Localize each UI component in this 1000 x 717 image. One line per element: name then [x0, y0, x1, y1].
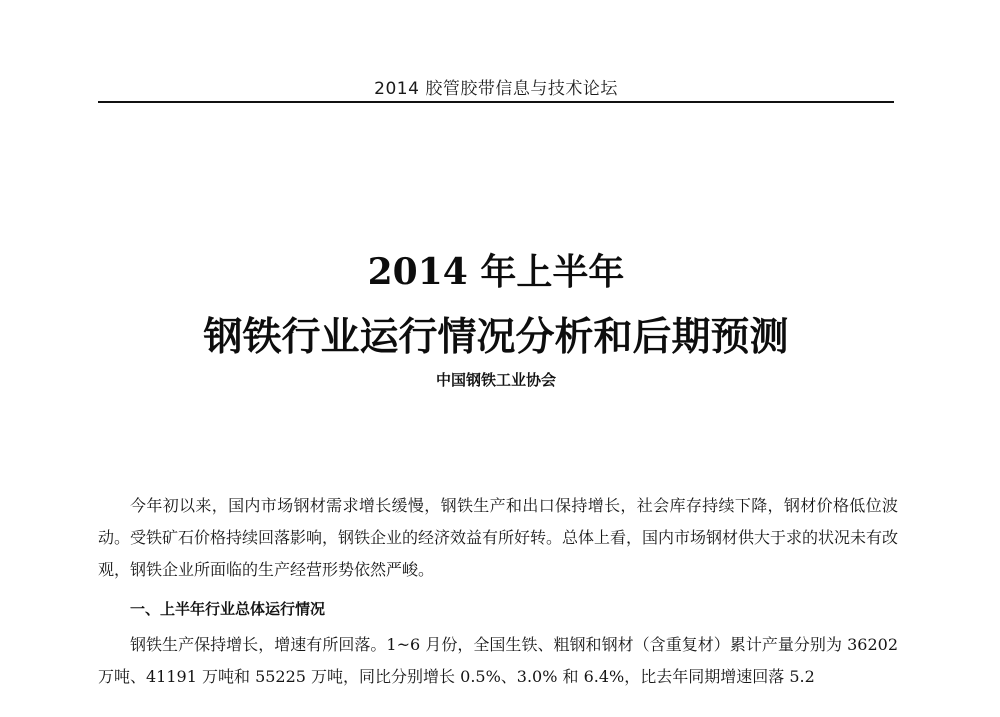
author-byline: 中国钢铁工业协会 — [435, 371, 556, 389]
body-paragraph-text: 钢铁生产保持增长，增速有所回落。1~6 月份，全国生铁、粗钢和钢材（含重复材）累计产量分别为 36202 万吨、41191 万吨和 55225 万吨，同比分别增长 0.5%、3.0% 和 6.4%，比去年同期增速回落 5.2 — [98, 635, 898, 686]
header-rule — [98, 101, 894, 103]
running-header: 2014 胶管胶带信息与技术论坛 — [374, 79, 618, 99]
title-line-2: 钢铁行业运行情况分析和后期预测 — [203, 314, 789, 360]
title-line-1: 2014 年上半年 — [367, 251, 625, 293]
intro-paragraph — [98, 490, 898, 586]
body-paragraph — [98, 629, 898, 693]
section-heading: 一、上半年行业总体运行情况 — [130, 600, 326, 618]
intro-paragraph-text: 今年初以来，国内市场钢材需求增长缓慢，钢铁生产和出口保持增长，社会库存持续下降，钢材价格低位波动。受铁矿石价格持续回落影响，钢铁企业的经济效益有所好转。总体上看，国内市场钢材供大于求的状况未有改观，钢铁企业所面临的生产经营形势依然严峻。 — [98, 496, 899, 579]
